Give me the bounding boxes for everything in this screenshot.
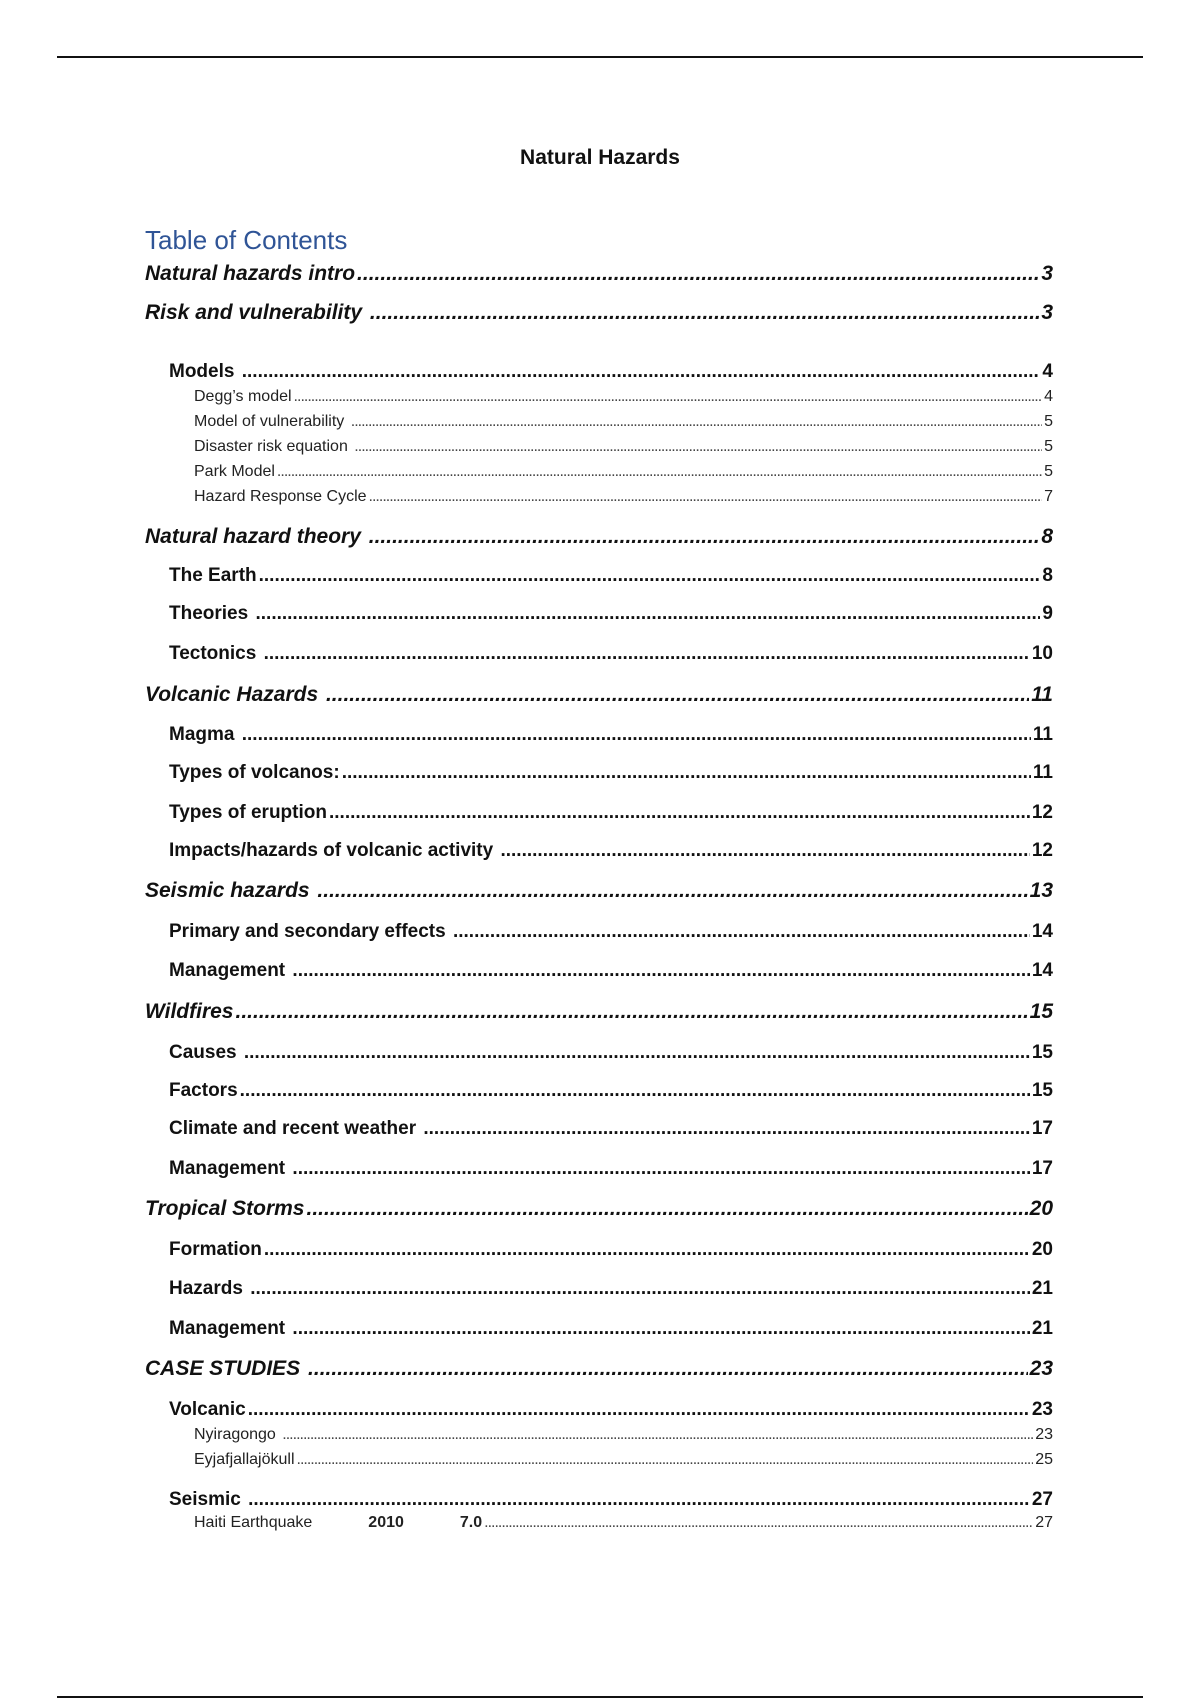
toc-entry-page: 11 [1032, 724, 1053, 745]
toc-entry-label: Park Model [194, 463, 275, 480]
toc-entry-label: Haiti Earthquake [194, 1514, 313, 1531]
dot-leader [282, 1426, 1033, 1444]
toc-entry-label: Management [169, 1318, 291, 1339]
dot-leader [484, 1514, 1033, 1532]
dot-leader [242, 724, 1031, 746]
toc-entry-models[interactable] [0, 361, 1200, 387]
toc-entry-label: Tectonics [169, 643, 262, 664]
toc-entry-hazard-response-cycle[interactable] [0, 488, 1200, 514]
toc-entry-page: 15 [1031, 1080, 1053, 1101]
footer-rule [57, 1696, 1143, 1698]
toc-entry-label: Seismic hazards [145, 879, 316, 902]
toc-entry-page: 3 [1041, 301, 1053, 324]
toc-entry-page: 10 [1031, 643, 1053, 664]
dot-leader [354, 438, 1042, 456]
toc-entry-label: Management [169, 960, 291, 981]
toc-entry-label: Natural hazards intro [145, 262, 356, 285]
toc-entry-page: 4 [1044, 388, 1053, 405]
toc-entry-page: 8 [1042, 565, 1053, 586]
toc-entry-seismic[interactable] [0, 1489, 1200, 1515]
toc-entry-page: 25 [1035, 1451, 1053, 1468]
toc-entry-tectonics[interactable] [0, 643, 1200, 669]
document-title: Natural Hazards [520, 146, 680, 169]
toc-entry-seismic-hazards[interactable] [0, 879, 1200, 905]
toc-entry-formation[interactable] [0, 1239, 1200, 1265]
toc-entry-page: 21 [1031, 1278, 1053, 1299]
toc-entry-page: 15 [1029, 1000, 1053, 1023]
toc-entry-label: Seismic [169, 1489, 247, 1510]
toc-entry-page: 8 [1041, 525, 1053, 548]
toc-entry-model-of-vulnerability[interactable] [0, 413, 1200, 439]
toc-entry-page: 3 [1041, 262, 1053, 285]
toc-entry-label: Nyiragongo [194, 1426, 281, 1443]
toc-entry-label: Wildfires [145, 1000, 234, 1023]
toc-entry-page: 11 [1032, 762, 1053, 783]
toc-entry-label: Degg’s model [194, 388, 292, 405]
dot-leader [240, 1080, 1030, 1102]
dot-leader [370, 301, 1039, 325]
toc-entry-label: Tropical Storms [145, 1197, 305, 1220]
dot-leader [326, 683, 1029, 707]
toc-entry-page: 27 [1035, 1514, 1053, 1531]
toc-entry-page: 17 [1031, 1158, 1053, 1179]
toc-entry-label: Volcanic Hazards [145, 683, 324, 706]
toc-entry-page: 20 [1029, 1197, 1053, 1220]
toc-entry-page: 12 [1031, 802, 1053, 823]
toc-entry-page: 5 [1044, 463, 1053, 480]
toc-entry-label: Models [169, 361, 240, 382]
toc-entry-disaster-risk-equation[interactable] [0, 438, 1200, 464]
toc-entry-label: Causes [169, 1042, 242, 1063]
toc-entry-year: 2010 [368, 1514, 404, 1531]
toc-entry-label: Theories [169, 603, 254, 624]
dot-leader [294, 388, 1043, 406]
dot-leader [342, 762, 1031, 784]
toc-entry-eyjafjallajokull[interactable] [0, 1451, 1200, 1477]
dot-leader [292, 1158, 1029, 1180]
toc-entry-page: 23 [1029, 1357, 1053, 1380]
dot-leader [292, 1318, 1029, 1340]
header-rule [57, 56, 1143, 58]
dot-leader [277, 463, 1042, 481]
toc-entry-causes[interactable] [0, 1042, 1200, 1068]
toc-entry-theories[interactable] [0, 603, 1200, 629]
dot-leader [255, 603, 1040, 625]
toc-entry-impacts-of-volcanic-activity[interactable] [0, 840, 1200, 866]
dot-leader [242, 361, 1041, 383]
dot-leader [308, 1357, 1028, 1381]
toc-entry-label: Eyjafjallajökull [194, 1451, 295, 1468]
toc-entry-label: Risk and vulnerability [145, 301, 368, 324]
toc-entry-label: CASE STUDIES [145, 1357, 307, 1380]
toc-entry-page: 23 [1031, 1399, 1053, 1420]
dot-leader [329, 802, 1030, 824]
toc-entry-label: Types of volcanos: [169, 762, 340, 783]
dot-leader [369, 525, 1040, 549]
toc-entry-label: Primary and secondary effects [169, 921, 451, 942]
dot-leader [292, 960, 1029, 982]
toc-entry-page: 15 [1031, 1042, 1053, 1063]
dot-leader [264, 643, 1030, 665]
toc-entry-hazards[interactable] [0, 1278, 1200, 1304]
toc-entry-label: The Earth [169, 565, 257, 586]
toc-entry-wildfires[interactable] [0, 1000, 1200, 1026]
toc-entry-page: 21 [1031, 1318, 1053, 1339]
toc-entry-deggs-model[interactable] [0, 388, 1200, 414]
toc-entry-page: 13 [1029, 879, 1053, 902]
toc-entry-park-model[interactable] [0, 463, 1200, 489]
toc-entry-page: 14 [1031, 960, 1053, 981]
toc-entry-factors[interactable] [0, 1080, 1200, 1106]
dot-leader [317, 879, 1027, 903]
toc-entry-label: Hazards [169, 1278, 249, 1299]
toc-entry-volcanic[interactable] [0, 1399, 1200, 1425]
dot-leader [244, 1042, 1030, 1064]
toc-entry-the-earth[interactable] [0, 565, 1200, 591]
toc-entry-label: Disaster risk equation [194, 438, 353, 455]
dot-leader [453, 921, 1030, 943]
dot-leader [351, 413, 1042, 431]
toc-entry-page: 11 [1031, 683, 1053, 706]
dot-leader [357, 262, 1039, 286]
toc-entry-label: Management [169, 1158, 291, 1179]
toc-entry-case-studies[interactable] [0, 1357, 1200, 1383]
dot-leader [236, 1000, 1028, 1024]
toc-entry-page: 20 [1031, 1239, 1053, 1260]
toc-entry-types-of-eruption[interactable] [0, 802, 1200, 828]
toc-entry-risk-and-vulnerability[interactable] [0, 301, 1200, 327]
dot-leader [423, 1118, 1029, 1140]
toc-entry-page: 5 [1044, 413, 1053, 430]
toc-entry-page: 5 [1044, 438, 1053, 455]
toc-entry-label: Types of eruption [169, 802, 327, 823]
dot-leader [248, 1489, 1030, 1511]
dot-leader [259, 565, 1041, 587]
dot-leader [297, 1451, 1034, 1469]
toc-entry-nyiragongo[interactable] [0, 1426, 1200, 1452]
toc-heading: Table of Contents [145, 225, 348, 255]
toc-entry-page: 14 [1031, 921, 1053, 942]
toc-entry-seismic-management[interactable] [0, 960, 1200, 986]
toc-entry-page: 4 [1042, 361, 1053, 382]
toc-entry-label: Hazard Response Cycle [194, 488, 367, 505]
toc-entry-page: 12 [1031, 840, 1053, 861]
toc-entry-label: Magma [169, 724, 240, 745]
toc-entry-natural-hazards-intro[interactable] [0, 262, 1200, 288]
toc-entry-climate-recent-weather[interactable] [0, 1118, 1200, 1144]
toc-entry-label: Impacts/hazards of volcanic activity [169, 840, 499, 861]
dot-leader [248, 1399, 1030, 1421]
toc-entry-wildfire-management[interactable] [0, 1158, 1200, 1184]
dot-leader [264, 1239, 1030, 1261]
toc-entry-natural-hazard-theory[interactable] [0, 525, 1200, 551]
toc-entry-magnitude: 7.0 [459, 1514, 483, 1531]
toc-entry-tropical-storms[interactable] [0, 1197, 1200, 1223]
toc-entry-page: 9 [1042, 603, 1053, 624]
dot-leader [500, 840, 1029, 862]
dot-leader [369, 488, 1043, 506]
toc-entry-label: Volcanic [169, 1399, 246, 1420]
toc-entry-label: Model of vulnerability [194, 413, 349, 430]
toc-entry-page: 23 [1035, 1426, 1053, 1443]
toc-entry-page: 7 [1044, 488, 1053, 505]
toc-entry-page: 27 [1031, 1489, 1053, 1510]
toc-entry-label: Factors [169, 1080, 238, 1101]
toc-entry-primary-secondary-effects[interactable] [0, 921, 1200, 947]
toc-entry-label: Natural hazard theory [145, 525, 367, 548]
toc-entry-page: 17 [1031, 1118, 1053, 1139]
toc-entry-types-of-volcanos[interactable] [0, 762, 1200, 788]
toc-entry-storm-management[interactable] [0, 1318, 1200, 1344]
dot-leader [250, 1278, 1030, 1300]
toc-entry-volcanic-hazards[interactable] [0, 683, 1200, 709]
toc-entry-label: Formation [169, 1239, 262, 1260]
toc-entry-label: Climate and recent weather [169, 1118, 422, 1139]
toc-entry-magma[interactable] [0, 724, 1200, 750]
dot-leader [307, 1197, 1028, 1221]
toc-entry-haiti-earthquake[interactable] [0, 1514, 1200, 1540]
